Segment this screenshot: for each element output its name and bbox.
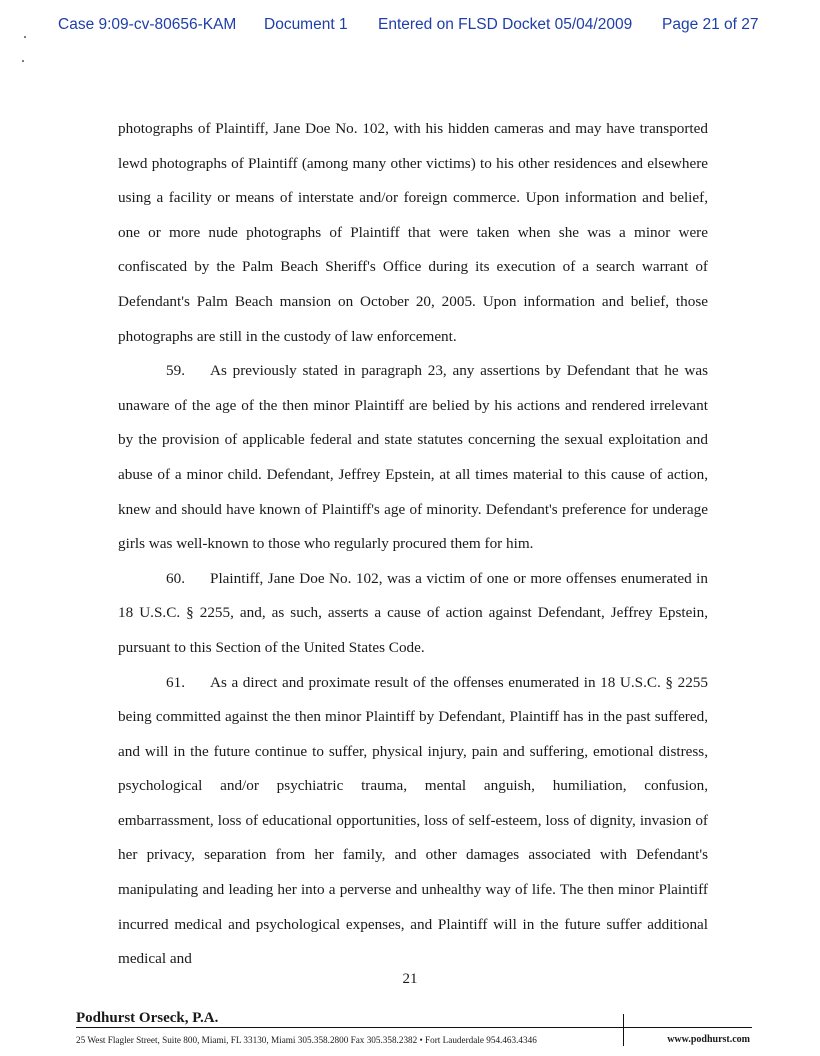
scan-speck	[24, 36, 26, 38]
page-number: 21	[402, 971, 418, 987]
paragraph-60	[118, 562, 708, 666]
footer-website: www.podhurst.com	[667, 1034, 750, 1045]
paragraph-59	[118, 354, 708, 562]
scan-speck	[22, 60, 24, 62]
paragraph-number: 59.	[166, 362, 185, 380]
page-of-total: Page 21 of 27	[662, 16, 759, 33]
footer-address: 25 West Flagler Street, Suite 800, Miami, FL 33130, Miami 305.358.2800 Fax 305.358.2382 • Fort Lauderdale 954.463.4346	[76, 1035, 537, 1045]
document-number: Document 1	[264, 16, 348, 33]
paragraph-text: As previously stated in paragraph 23, any assertions by Defendant that he was unaware of the age of the then minor Plaintiff are belied by his actions and rendered irrelevant by the provision of applicable federal and state statutes concerning the sexual exploitation and abuse of a minor child. Defendant, Jeffrey Epstein, at all times material to this cause of action, knew and should have known of Plaintiff's age of minority. Defendant's preference for underage girls was well-known to those who regularly procured them for him.	[118, 362, 708, 553]
paragraph-text: As a direct and proximate result of the offenses enumerated in 18 U.S.C. § 2255 being committed against the then minor Plaintiff by Defendant, Plaintiff has in the past suffered, and will in the future continue to suffer, physical injury, pain and suffering, emotional distress, psychological and/or psychiatric trauma, mental anguish, humiliation, confusion, embarrassment, loss of educational opportunities, loss of self-esteem, loss of dignity, invasion of her privacy, separation from her family, and other damages associated with Defendant's manipulating and leading her into a perverse and unhealthy way of life. The then minor Plaintiff incurred medical and psychological expenses, and Plaintiff will in the future suffer additional medical and	[118, 673, 708, 968]
paragraph-number: 60.	[166, 569, 185, 587]
continuation-paragraph: photographs of Plaintiff, Jane Doe No. 102, with his hidden cameras and may have transported lewd photographs of Plaintiff (among many other victims) to his other residences and elsewhere using a facility or means of interstate and/or foreign commerce. Upon information and belief, one or more nude photographs of Plaintiff that were taken when she was a minor were confiscated by the Palm Beach Sheriff's Office during its execution of a search warrant of Defendant's Palm Beach mansion on October 20, 2005. Upon information and belief, those photographs are still in the custody of law enforcement.	[118, 120, 708, 345]
footer-divider	[76, 1027, 752, 1028]
document-body	[118, 112, 708, 977]
footer-firm-name: Podhurst Orseck, P.A.	[76, 1010, 219, 1026]
case-number: Case 9:09-cv-80656-KAM	[58, 16, 237, 33]
paragraph-number: 61.	[166, 673, 185, 691]
docket-entry-date: Entered on FLSD Docket 05/04/2009	[378, 16, 633, 33]
paragraph-text: Plaintiff, Jane Doe No. 102, was a victim of one or more offenses enumerated in 18 U.S.C. § 2255, and, as such, asserts a cause of action against Defendant, Jeffrey Epstein, pursuant to this Section of the United States Code.	[118, 569, 708, 656]
footer-vertical-rule	[623, 1014, 624, 1046]
paragraph-61	[118, 666, 708, 977]
